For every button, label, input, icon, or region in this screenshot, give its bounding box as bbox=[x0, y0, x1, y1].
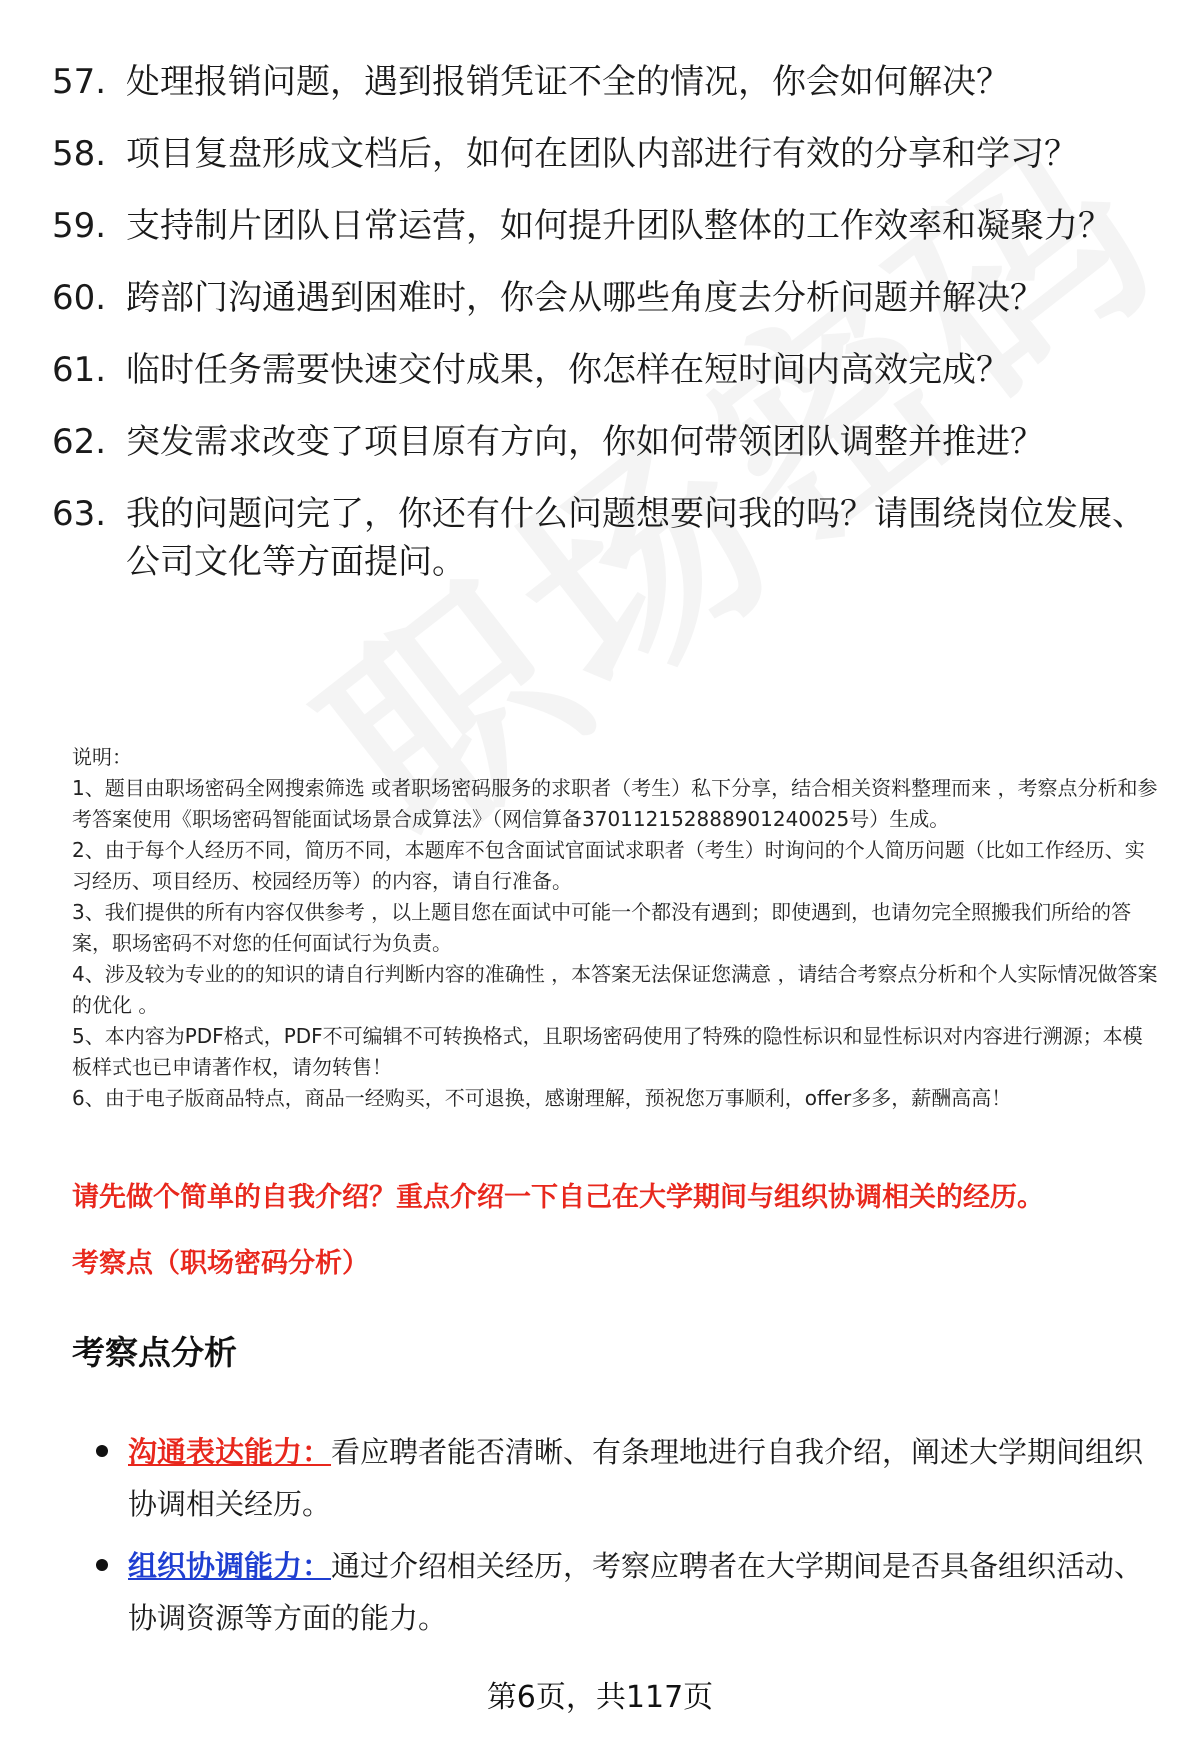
analysis-keyword: 组织协调能力： bbox=[128, 1549, 332, 1583]
analysis-item bbox=[96, 1540, 1156, 1644]
question-text: 临时任务需要快速交付成果，你怎样在短时间内高效完成？ bbox=[126, 350, 1010, 390]
question-item bbox=[52, 130, 1162, 178]
note-item: 6、由于电子版商品特点，商品一经购买，不可退换，感谢理解，预祝您万事顺利，offer多多，薪酬高高！ bbox=[72, 1086, 1012, 1110]
note-item: 1、题目由职场密码全网搜索筛选 或者职场密码服务的求职者（考生）私下分享，结合相关资料整理而来 ，考察点分析和参考答案使用《职场密码智能面试场景合成算法》（网信算备370112152888901240025号）生成。 bbox=[72, 776, 1158, 831]
question-number: 61. bbox=[52, 350, 107, 390]
question-item bbox=[52, 490, 1162, 586]
question-number: 60. bbox=[52, 278, 107, 318]
question-item bbox=[52, 202, 1162, 250]
note-item: 3、我们提供的所有内容仅供参考 ，以上题目您在面试中可能一个都没有遇到；即使遇到，也请勿完全照搬我们所给的答案，职场密码不对您的任何面试行为负责。 bbox=[72, 900, 1132, 955]
analysis-list bbox=[96, 1426, 1156, 1654]
notes-section bbox=[72, 742, 1162, 1114]
question-item bbox=[52, 274, 1162, 322]
question-number: 57. bbox=[52, 62, 107, 102]
question-item bbox=[52, 346, 1162, 394]
question-number: 58. bbox=[52, 134, 107, 174]
notes-heading: 说明： bbox=[72, 745, 132, 769]
question-list bbox=[52, 58, 1162, 610]
question-number: 59. bbox=[52, 206, 107, 246]
analysis-title: 考察点分析 bbox=[72, 1333, 237, 1372]
bullet-dot-icon bbox=[96, 1559, 108, 1571]
question-text: 处理报销问题，遇到报销凭证不全的情况，你会如何解决？ bbox=[126, 62, 1010, 102]
analysis-item bbox=[96, 1426, 1156, 1530]
question-text: 突发需求改变了项目原有方向，你如何带领团队调整并推进？ bbox=[126, 422, 1044, 462]
question-text: 我的问题问完了，你还有什么问题想要问我的吗？请围绕岗位发展、公司文化等方面提问。 bbox=[126, 494, 1146, 582]
analysis-keyword: 沟通表达能力： bbox=[128, 1435, 332, 1469]
question-text: 跨部门沟通遇到困难时，你会从哪些角度去分析问题并解决？ bbox=[126, 278, 1044, 318]
question-text: 项目复盘形成文档后，如何在团队内部进行有效的分享和学习？ bbox=[126, 134, 1078, 174]
question-number: 62. bbox=[52, 422, 107, 462]
bullet-dot-icon bbox=[96, 1445, 108, 1457]
question-item bbox=[52, 58, 1162, 106]
note-item: 2、由于每个人经历不同，简历不同，本题库不包含面试官面试求职者（考生）时询问的个人简历问题（比如工作经历、实习经历、项目经历、校园经历等）的内容，请自行准备。 bbox=[72, 838, 1145, 893]
analysis-text: 通过介绍相关经历，考察应聘者在大学期间是否具备组织活动、协调资源等方面的能力。 bbox=[128, 1549, 1144, 1635]
note-item: 5、本内容为PDF格式，PDF不可编辑不可转换格式，且职场密码使用了特殊的隐性标识和显性标识对内容进行溯源；本模板样式也已申请著作权，请勿转售！ bbox=[72, 1024, 1143, 1079]
interview-question: 请先做个简单的自我介绍？重点介绍一下自己在大学期间与组织协调相关的经历。 bbox=[72, 1182, 1044, 1213]
page-footer: 第6页，共117页 bbox=[486, 1680, 714, 1715]
question-text: 支持制片团队日常运营，如何提升团队整体的工作效率和凝聚力？ bbox=[126, 206, 1112, 246]
question-item bbox=[52, 418, 1162, 466]
analysis-text: 看应聘者能否清晰、有条理地进行自我介绍，阐述大学期间组织协调相关经历。 bbox=[128, 1435, 1144, 1521]
question-number: 63. bbox=[52, 494, 107, 534]
kaochadian-label: 考察点（职场密码分析） bbox=[72, 1248, 369, 1279]
note-item: 4、涉及较为专业的的知识的请自行判断内容的准确性 ，本答案无法保证您满意 ，请结合考察点分析和个人实际情况做答案的优化 。 bbox=[72, 962, 1158, 1017]
